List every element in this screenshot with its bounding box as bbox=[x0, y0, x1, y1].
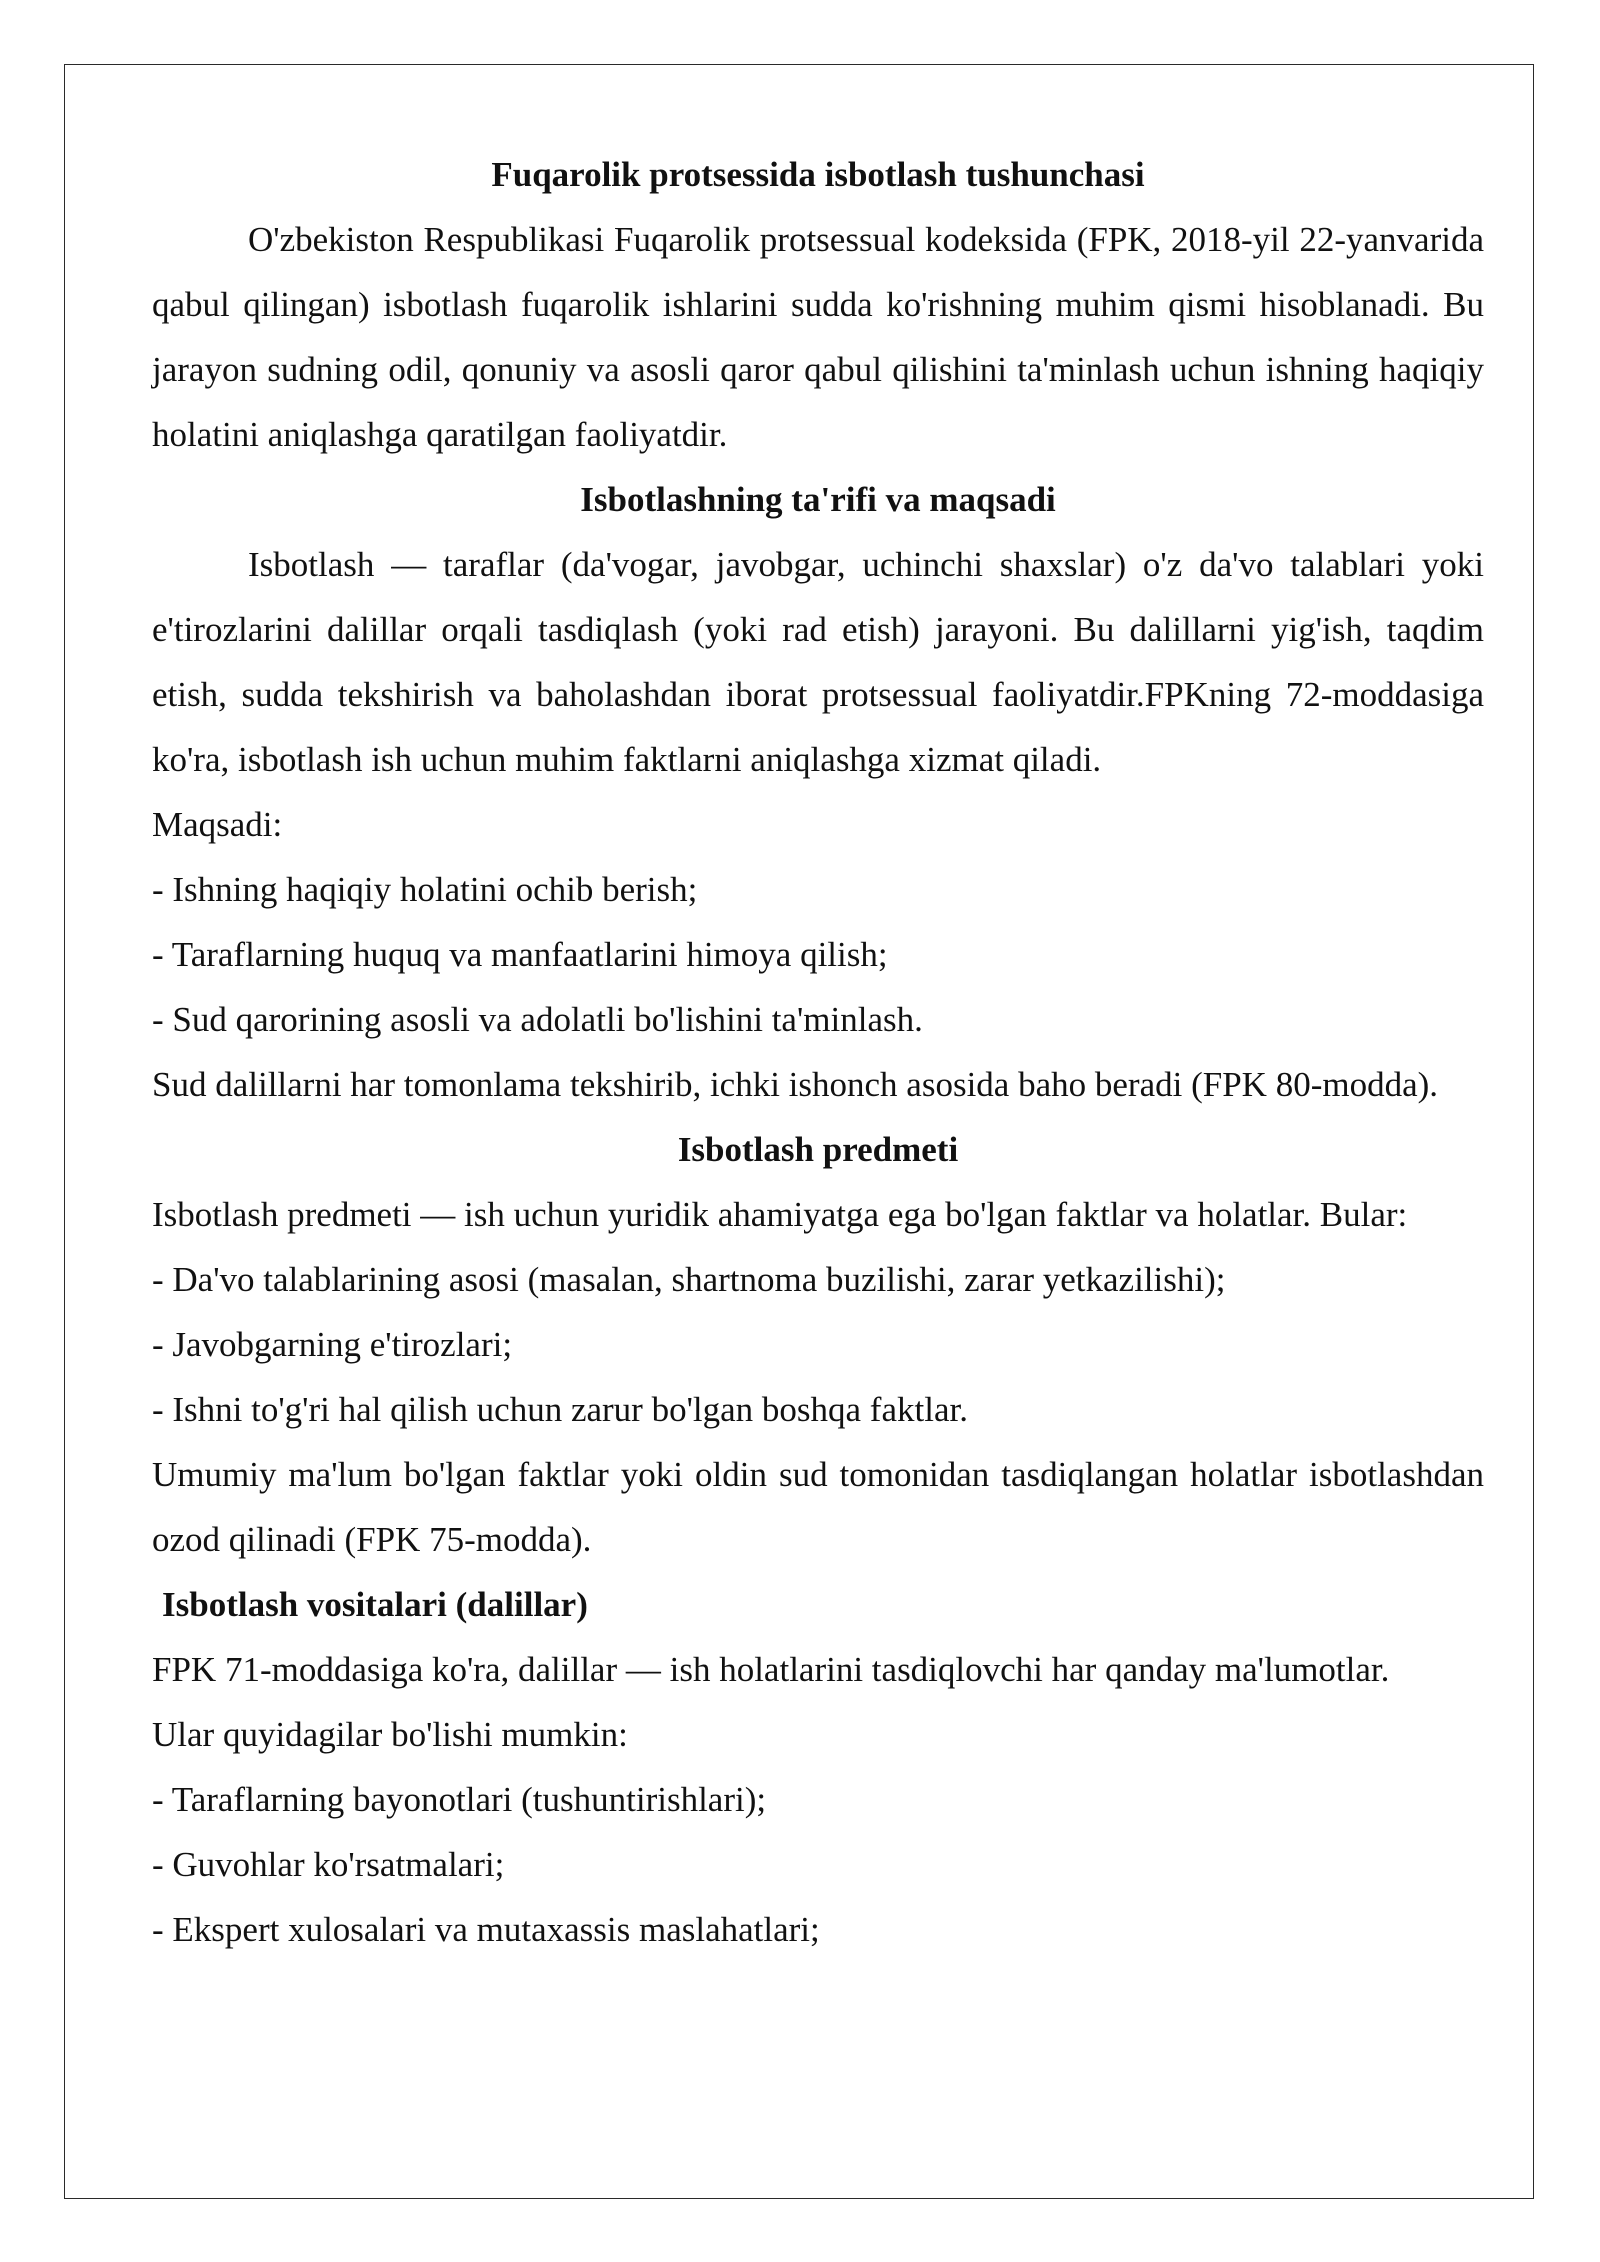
goal-item: - Taraflarning huquq va manfaatlarini himoya qilish; bbox=[152, 935, 888, 974]
goal-item: - Sud qarorining asosli va adolatli bo'lishini ta'minlash. bbox=[152, 1000, 923, 1039]
subject-closing: Umumiy ma'lum bo'lgan faktlar yoki oldin sud tomonidan tasdiqlangan holatlar isbotlashdan ozod qilinadi (FPK 75-modda). bbox=[152, 1455, 1484, 1559]
goal-item: - Ishning haqiqiy holatini ochib berish; bbox=[152, 870, 698, 909]
evidence-paragraph: FPK 71-moddasiga ko'ra, dalillar — ish holatlarini tasdiqlovchi har qanday ma'lumotlar. bbox=[152, 1650, 1390, 1689]
definition-closing: Sud dalillarni har tomonlama tekshirib, ichki ishonch asosida baho beradi (FPK 80-modda). bbox=[152, 1065, 1439, 1104]
document-body bbox=[152, 142, 1484, 1962]
subject-item: - Ishni to'g'ri hal qilish uchun zarur bo'lgan boshqa faktlar. bbox=[152, 1390, 968, 1429]
evidence-item: - Ekspert xulosalari va mutaxassis maslahatlari; bbox=[152, 1910, 820, 1949]
evidence-intro: Ular quyidagilar bo'lishi mumkin: bbox=[152, 1715, 628, 1754]
subject-paragraph: Isbotlash predmeti — ish uchun yuridik ahamiyatga ega bo'lgan faktlar va holatlar. Bular: bbox=[152, 1195, 1408, 1234]
section-heading-definition: Isbotlashning ta'rifi va maqsadi bbox=[580, 480, 1056, 519]
subject-item: - Javobgarning e'tirozlari; bbox=[152, 1325, 513, 1364]
intro-paragraph: O'zbekiston Respublikasi Fuqarolik protsessual kodeksida (FPK, 2018-yil 22-yanvarida qabul qilingan) isbotlash fuqarolik ishlarini sudda ko'rishning muhim qismi hisoblanadi. Bu jarayon sudning odil, qonuniy va asosli qaror qabul qilishini ta'minlash uchun ishning haqiqiy holatini aniqlashga qaratilgan faoliyatdir. bbox=[152, 220, 1484, 454]
evidence-item: - Guvohlar ko'rsatmalari; bbox=[152, 1845, 505, 1884]
evidence-item: - Taraflarning bayonotlari (tushuntirishlari); bbox=[152, 1780, 767, 1819]
goals-label: Maqsadi: bbox=[152, 805, 283, 844]
section-heading-evidence: Isbotlash vositalari (dalillar) bbox=[162, 1585, 588, 1624]
document-title: Fuqarolik protsessida isbotlash tushunchasi bbox=[491, 155, 1145, 194]
definition-paragraph: Isbotlash — taraflar (da'vogar, javobgar, uchinchi shaxslar) o'z da'vo talablari yoki e'tirozlarini dalillar orqali tasdiqlash (yoki rad etish) jarayoni. Bu dalillarni yig'ish, taqdim etish, sudda tekshirish va baholashdan iborat protsessual faoliyatdir.FPKning 72-moddasiga ko'ra, isbotlash ish uchun muhim faktlarni aniqlashga xizmat qiladi. bbox=[152, 545, 1484, 779]
section-heading-subject: Isbotlash predmeti bbox=[677, 1130, 959, 1169]
subject-item: - Da'vo talablarining asosi (masalan, shartnoma buzilishi, zarar yetkazilishi); bbox=[152, 1260, 1226, 1299]
